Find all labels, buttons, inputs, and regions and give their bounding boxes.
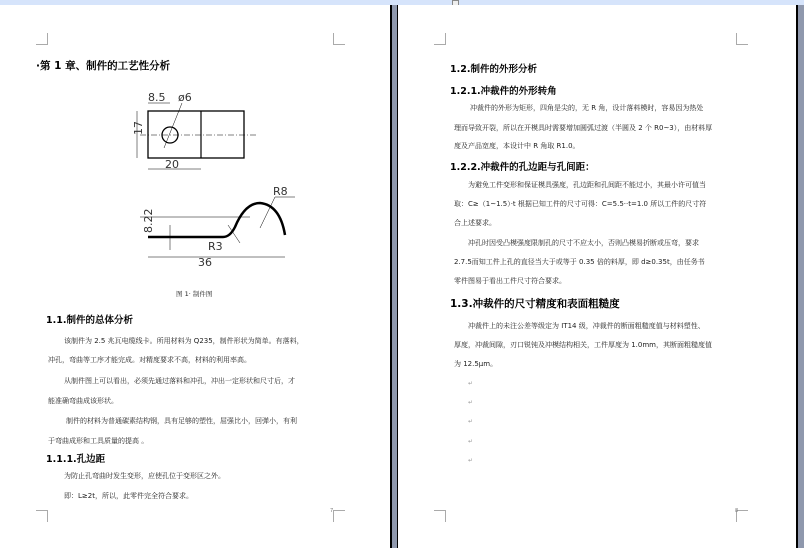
heading-1-1-1: 1.1.1.孔边距 — [46, 454, 106, 465]
text-line: 厚度，冲裁间隙，刃口锐钝及冲模结构相关，工件厚度为 1.0mm，其断面粗糙度值 — [454, 341, 712, 349]
dim-label: R3 — [208, 240, 223, 253]
text-line: 即：L≥2t，所以，此零件完全符合要求。 — [64, 492, 193, 500]
crop-mark — [434, 33, 446, 45]
text-line: 制件的材料为普通碳素结构钢，具有足够的塑性，屈强比小，回弹小，有利 — [66, 417, 297, 425]
crop-mark — [434, 510, 446, 522]
text-line: 为避免工件变形和保证模具强度，孔边距和孔间距不能过小，其最小许可值当 — [468, 181, 706, 189]
dim-label: 36 — [198, 256, 212, 269]
paragraph-mark: ↵ — [468, 399, 474, 406]
page-number: 7 — [330, 508, 334, 514]
part-drawing — [110, 85, 300, 275]
text-line: 为防止孔弯曲时发生变形，应使孔位于变形区之外。 — [64, 472, 225, 480]
paragraph-mark: ↵ — [468, 380, 474, 387]
heading-1-1: 1.1.制件的总体分析 — [46, 315, 133, 326]
text-line: 冲孔时因受凸模强度限制孔的尺寸不应太小，否则凸模易折断或压弯，要求 — [468, 239, 699, 247]
dim-label: ø6 — [178, 91, 192, 104]
figure-caption: 图 1· 制件图 — [176, 290, 213, 298]
page-edge — [390, 5, 392, 548]
text-line: 理而导致开裂，所以在开模具时需要增加圆弧过渡（半圆及 2 个 R0~3），由材料厚 — [454, 124, 713, 132]
chapter-title: ·第 1 章、制件的工艺性分析 — [36, 60, 171, 72]
text-line: 该制件为 2.5 兆瓦电缆线卡。所用材料为 Q235，制件形状为简单。有落料， — [64, 337, 304, 345]
text-line: 于弯曲成形和工具质量的提高 。 — [48, 437, 149, 445]
heading-1-2: 1.2.制件的外形分析 — [450, 64, 537, 75]
text-line: 为 12.5μm。 — [454, 360, 498, 368]
text-line: 从制件图上可以看出，必须先通过落料和冲孔，冲出一定形状和尺寸后，才 — [64, 377, 295, 385]
text-line: 取：C≥（1~1.5）·t 根据已知工件的尺寸可得：C=5.5··t=1.0 所以工件的尺寸符 — [454, 200, 707, 208]
paragraph-mark: ↵ — [468, 438, 474, 445]
crop-mark — [36, 510, 48, 522]
heading-1-2-2: 1.2.2.冲裁件的孔边距与孔间距： — [450, 162, 595, 173]
heading-1-2-1: 1.2.1.冲裁件的外形转角 — [450, 86, 557, 97]
bent-profile — [148, 203, 285, 237]
page-number: 8 — [735, 508, 739, 514]
text-line: 合上述要求。 — [454, 219, 496, 227]
dim-label: 8.5 — [148, 91, 166, 104]
text-line: 2.7.5而知工件上孔的直径当大于或等于 0.35 倍的料厚，即 d≥0.35t，由任务书 — [454, 258, 705, 266]
text-line: 度及产品宽度，本设计中 R 角取 R1.0。 — [454, 142, 580, 150]
crop-mark — [333, 33, 345, 45]
page-8 — [398, 5, 796, 548]
dim-label: 8.22 — [142, 208, 155, 233]
paragraph-mark: ↵ — [468, 457, 474, 464]
crop-mark — [333, 510, 345, 522]
text-line: 冲孔，弯曲等工序才能完成。对精度要求不高，材料的利用率高。 — [48, 356, 251, 364]
page-7 — [0, 5, 391, 548]
crop-mark — [736, 33, 748, 45]
text-line: 冲裁件上的未注公差等级定为 IT14 级，冲裁件的断面粗糙度值与材料塑性、 — [468, 322, 705, 330]
paragraph-mark: ↵ — [468, 418, 474, 425]
crop-mark — [36, 33, 48, 45]
heading-1-3: 1.3.冲裁件的尺寸精度和表面粗糙度 — [450, 298, 620, 310]
dim-label: 20 — [165, 158, 179, 171]
text-line: 零件图易于看出工件尺寸符合要求。 — [454, 277, 566, 285]
dim-label: 17 — [132, 121, 145, 135]
dim-label: R8 — [273, 185, 288, 198]
text-line: 能准确弯曲成该形状。 — [48, 397, 118, 405]
page-edge — [796, 5, 798, 548]
text-line: 冲裁件的外形为矩形，四角是尖的，无 R 角，设计落料模时，容易因为热处 — [470, 104, 704, 112]
